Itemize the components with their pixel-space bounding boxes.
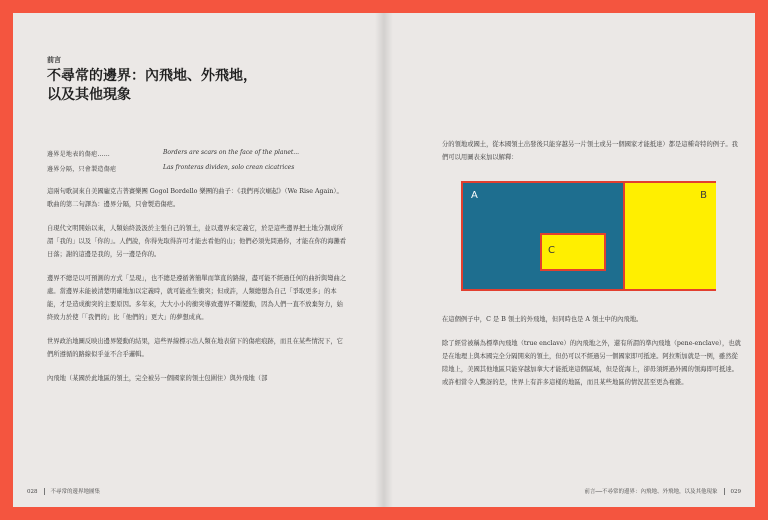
footer-divider [44,488,45,495]
running-title-right: 前言──不尋常的邊界：內飛地、外飛地，以及其他現象 [584,489,718,495]
left-footer [27,487,100,495]
paragraph: 邊界不總是以可預測的方式「呈現」，也不總是遵循著簡單而筆直的路線，盡可能不經過任何的曲折與彎曲之處。當邊界未能被清楚明確地加以定義時，就可能產生衝突；但或許，人類總想為自己「爭取更多」的本能，才是造成衝突的主要原因。多年來，大大小小的衝突導致邊界不斷變動，因為人們一直不放棄努力，始終致力於使「「我們的」比「他們的」更大」的夢想成真。 [47,275,347,321]
paragraph: 自現代文明開始以來，人類始終汲汲於主張自己的領土，並以邊界來定義它，於是這些邊界把土地分割成所謂「我的」以及「你的」。人們說，你得先取得許可才能去看他的山；他們必須先問過你，才能在你的海灘看日落；謝的這邊是我的，另一邊是你的。 [47,225,347,258]
region-a-label: A [471,190,478,201]
footer-divider [724,488,725,495]
epigraph-zh-1: 邊界是地表的傷疤…… [47,151,111,158]
chapter-title-line-1: 不尋常的邊界：內飛地、外飛地， [47,68,257,84]
chapter-title-line-2: 以及其他現象 [47,87,131,103]
right-page [384,13,755,507]
epigraph-zh-2: 邊界分隔，只會製造傷疤 [47,166,117,173]
paragraph: 分的領地或國土，從本國領土出發後只能穿越另一片領土或另一個國家才能抵達）都是這種奇特的例子。我們可以用圖表來加以解釋： [442,141,738,161]
page-number-left: 028 [27,489,38,495]
epigraph-en-1: Borders are scars on the face of the planet... [163,149,300,156]
chapter-title [47,67,347,105]
left-body-text [47,185,349,396]
region-b-label: B [700,190,707,201]
paragraph: 世界政治地圖反映出邊界變動的結果，這些界線標示出人類在地表留下的傷疤痕跡，而且在某些情況下，它們所遵循的路線似乎並不合乎邏輯。 [47,338,343,358]
epigraph-en-2: Las fronteras dividen, solo crean cicatrices [163,164,295,171]
paragraph: 這兩句歌詞來自美國龐克吉普賽樂團 Gogol Bordello 樂團的曲子：《我們再次崛起》（We Rise Again）。歌曲的第二句譯為：邊界分隔，只會製造傷疤。 [47,188,343,208]
left-page [13,13,384,507]
right-body-top [442,138,742,175]
book-spread [13,13,755,507]
region-b [623,183,716,289]
paragraph: 在這個例子中，C 是 B 領土的外飛地，但同時也是 A 領土中的內飛地。 [442,316,643,323]
region-c [540,233,606,271]
section-label: 前言 [47,56,61,64]
running-title-left: 不尋常的邊界地圖集 [50,489,101,495]
enclave-diagram [461,181,716,291]
right-footer [584,487,741,495]
region-c-label: C [548,245,555,256]
paragraph: 除了經常被稱為標準內飛地（true enclave）的內飛地之外，還有所謂的準內飛地（pene-enclave），也就是在地理上與本國完全分隔開來的領土，但仍可以不經過另一個國家即可抵達。阿拉斯加就是一例，雖然從陸地上，美國其他地區只能穿越加拿大才能抵達這個區域，但是從海上，卻毋須經過外國的領海即可抵達。或許相當令人驚訝的是，世界上有許多這樣的地區，而且某些地區的情況甚至更為複雜。 [442,340,741,386]
right-body-bottom [442,313,742,400]
paragraph: 內飛地（某國於此地區的領土，完全被另一個國家的領土包圍住）與外飛地（部 [47,375,268,382]
page-number-right: 029 [730,489,741,495]
